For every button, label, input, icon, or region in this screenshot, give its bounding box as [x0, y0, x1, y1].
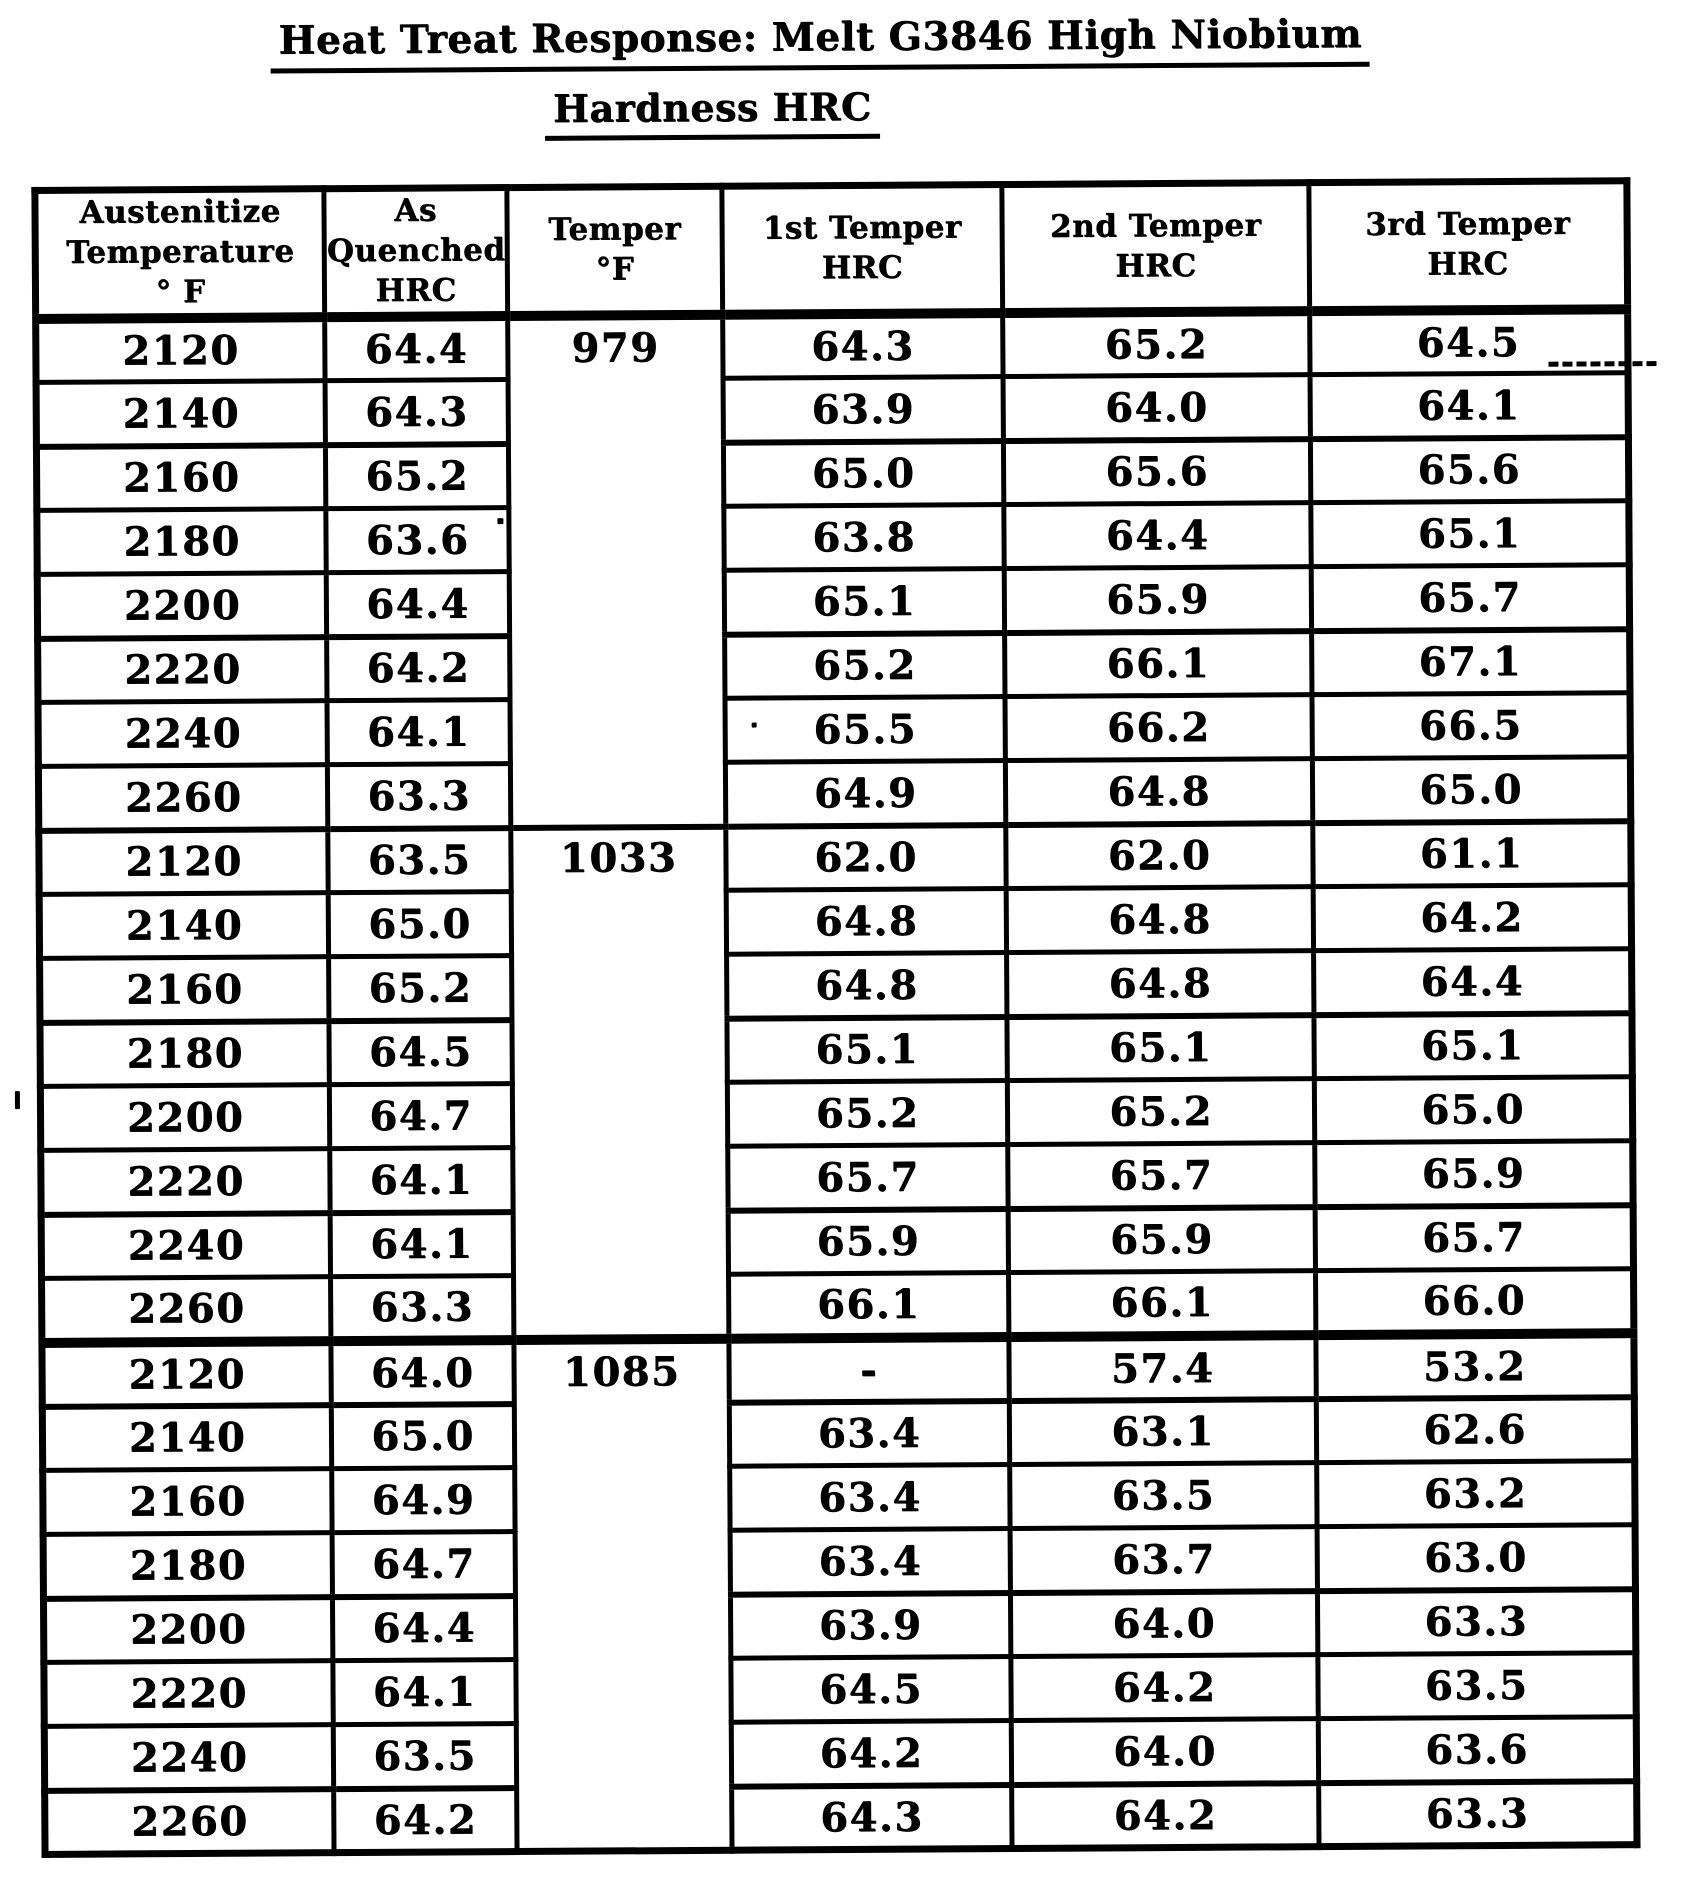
third-temper-hrc-cell: 63.3 [1317, 1589, 1635, 1655]
second-temper-hrc-cell: 64.2 [1011, 1655, 1318, 1721]
first-temper-hrc-cell: 64.8 [726, 889, 1006, 955]
third-temper-hrc-cell: 65.9 [1315, 1141, 1633, 1207]
as-quenched-hrc-cell: 64.1 [330, 1148, 513, 1213]
austenitize-temp-cell: 2240 [38, 701, 327, 767]
as-quenched-hrc-cell: 64.1 [333, 1660, 516, 1725]
second-temper-hrc-cell: 65.2 [1007, 1079, 1314, 1145]
table-row [36, 373, 1628, 447]
first-temper-hrc-cell: 66.1 [729, 1273, 1009, 1339]
austenitize-temp-cell: 2240 [44, 1725, 333, 1791]
column-header-0: Austenitize Temperature ° F [35, 189, 325, 319]
table-row [44, 1717, 1636, 1791]
third-temper-hrc-cell: 63.3 [1319, 1781, 1637, 1847]
third-temper-hrc-cell: 65.0 [1312, 757, 1630, 823]
third-temper-hrc-cell: 63.2 [1317, 1461, 1635, 1527]
first-temper-hrc-cell: 64.5 [731, 1657, 1011, 1723]
austenitize-temp-cell: 2240 [41, 1213, 330, 1279]
austenitize-temp-cell: 2140 [42, 1405, 331, 1471]
second-temper-hrc-cell: 64.0 [1011, 1719, 1318, 1785]
austenitize-temp-cell: 2220 [41, 1149, 330, 1215]
austenitize-temp-cell: 2160 [36, 445, 325, 511]
table-row [42, 1397, 1634, 1471]
austenitize-temp-cell: 2220 [44, 1661, 333, 1727]
as-quenched-hrc-cell: 63.5 [333, 1724, 516, 1789]
table-row [37, 565, 1629, 639]
second-temper-hrc-cell: 65.9 [1008, 1207, 1315, 1273]
second-temper-hrc-cell: 64.2 [1012, 1783, 1319, 1849]
table-row [42, 1333, 1634, 1407]
first-temper-hrc-cell: 64.3 [732, 1785, 1012, 1851]
austenitize-temp-cell: 2180 [40, 1021, 329, 1087]
column-header-4: 2nd Temper HRC [1002, 183, 1310, 313]
third-temper-hrc-cell: 66.0 [1316, 1269, 1634, 1335]
table-row [43, 1461, 1635, 1535]
second-temper-hrc-cell: 64.0 [1003, 375, 1310, 441]
scan-noise-speck [752, 723, 757, 728]
as-quenched-hrc-cell: 64.3 [325, 380, 508, 445]
third-temper-hrc-cell: 64.4 [1314, 949, 1632, 1015]
second-temper-hrc-cell: 65.1 [1007, 1015, 1314, 1081]
table-row [41, 1205, 1633, 1279]
second-temper-hrc-cell: 63.5 [1010, 1463, 1317, 1529]
third-temper-hrc-cell: 63.5 [1318, 1653, 1636, 1719]
austenitize-temp-cell: 2200 [37, 573, 326, 639]
second-temper-hrc-cell: 64.8 [1006, 887, 1313, 953]
table-row [38, 693, 1630, 767]
as-quenched-hrc-cell: 64.4 [332, 1596, 515, 1661]
third-temper-hrc-cell: 65.7 [1311, 565, 1629, 631]
austenitize-temp-cell: 2200 [40, 1085, 329, 1151]
heat-treat-table [31, 177, 1640, 1858]
third-temper-hrc-cell: 62.6 [1316, 1397, 1634, 1463]
austenitize-temp-cell: 2160 [40, 957, 329, 1023]
third-temper-hrc-cell: 61.1 [1313, 821, 1631, 887]
second-temper-hrc-cell: 65.9 [1004, 567, 1311, 633]
second-temper-hrc-cell: 64.0 [1010, 1591, 1317, 1657]
third-temper-hrc-cell: 67.1 [1312, 629, 1630, 695]
as-quenched-hrc-cell: 65.2 [329, 956, 512, 1021]
as-quenched-hrc-cell: 65.0 [328, 892, 511, 957]
second-temper-hrc-cell: 57.4 [1009, 1335, 1316, 1401]
first-temper-hrc-cell: 65.2 [725, 633, 1005, 699]
third-temper-hrc-cell: 65.1 [1311, 501, 1629, 567]
page-subtitle: Hardness HRC [545, 84, 880, 141]
austenitize-temp-cell: 2220 [38, 637, 327, 703]
table-row [42, 1269, 1634, 1343]
temper-f-cell: 979 [508, 314, 726, 827]
table-row [40, 1013, 1632, 1087]
table-row [38, 757, 1630, 831]
first-temper-hrc-cell: 64.9 [725, 761, 1005, 827]
as-quenched-hrc-cell: 64.9 [332, 1468, 515, 1533]
third-temper-hrc-cell: 64.5 [1310, 309, 1628, 375]
second-temper-hrc-cell: 63.1 [1009, 1399, 1316, 1465]
first-temper-hrc-cell: 63.9 [730, 1593, 1010, 1659]
column-header-5: 3rd Temper HRC [1309, 181, 1628, 311]
column-header-2: Temper °F [507, 186, 723, 315]
second-temper-hrc-cell: 66.1 [1009, 1271, 1316, 1337]
third-temper-hrc-cell: 64.2 [1313, 885, 1631, 951]
table-row [44, 1653, 1636, 1727]
scan-dash-artifact [1548, 361, 1656, 367]
austenitize-temp-cell: 2140 [36, 381, 325, 447]
column-header-1: As Quenched HRC [324, 188, 508, 317]
table-header-row [35, 181, 1628, 319]
second-temper-hrc-cell: 62.0 [1006, 823, 1313, 889]
first-temper-hrc-cell: 65.5 [725, 697, 1005, 763]
as-quenched-hrc-cell: 63.3 [331, 1276, 514, 1341]
austenitize-temp-cell: 2140 [39, 893, 328, 959]
as-quenched-hrc-cell: 64.2 [334, 1788, 517, 1853]
third-temper-hrc-cell: 53.2 [1316, 1333, 1634, 1399]
first-temper-hrc-cell: 63.4 [730, 1529, 1010, 1595]
austenitize-temp-cell: 2260 [38, 765, 327, 831]
first-temper-hrc-cell: 63.4 [730, 1465, 1010, 1531]
third-temper-hrc-cell: 65.7 [1315, 1205, 1633, 1271]
as-quenched-hrc-cell: 64.1 [327, 700, 510, 765]
first-temper-hrc-cell: 65.1 [727, 1017, 1007, 1083]
as-quenched-hrc-cell: 63.6 [326, 508, 509, 573]
scan-noise-speck [497, 518, 503, 524]
third-temper-hrc-cell: 64.1 [1310, 373, 1628, 439]
as-quenched-hrc-cell: 64.2 [327, 636, 510, 701]
austenitize-temp-cell: 2180 [43, 1533, 332, 1599]
table-row [43, 1589, 1635, 1663]
second-temper-hrc-cell: 65.7 [1008, 1143, 1315, 1209]
as-quenched-hrc-cell: 64.1 [330, 1212, 513, 1277]
third-temper-hrc-cell: 65.6 [1310, 437, 1628, 503]
first-temper-hrc-cell: 64.8 [727, 953, 1007, 1019]
first-temper-hrc-cell: 63.4 [729, 1401, 1009, 1467]
first-temper-hrc-cell: 65.1 [724, 569, 1004, 635]
table-row [41, 1141, 1633, 1215]
as-quenched-hrc-cell: 65.2 [325, 444, 508, 509]
as-quenched-hrc-cell: 63.5 [328, 828, 511, 893]
second-temper-hrc-cell: 66.1 [1005, 631, 1312, 697]
table-row [43, 1525, 1635, 1599]
austenitize-temp-cell: 2180 [37, 509, 326, 575]
first-temper-hrc-cell: 65.0 [723, 441, 1003, 507]
third-temper-hrc-cell: 63.0 [1317, 1525, 1635, 1591]
second-temper-hrc-cell: 65.2 [1003, 311, 1310, 377]
as-quenched-hrc-cell: 64.7 [332, 1532, 515, 1597]
as-quenched-hrc-cell: 64.4 [325, 316, 508, 381]
austenitize-temp-cell: 2120 [42, 1341, 331, 1407]
table-row [45, 1781, 1637, 1855]
column-header-3: 1st Temper HRC [722, 185, 1003, 315]
table-row [39, 821, 1631, 895]
second-temper-hrc-cell: 65.6 [1003, 439, 1310, 505]
table-row [36, 437, 1628, 511]
first-temper-hrc-cell: 63.9 [723, 377, 1003, 443]
as-quenched-hrc-cell: 63.3 [327, 764, 510, 829]
first-temper-hrc-cell: 64.3 [723, 313, 1003, 379]
first-temper-hrc-cell: 65.7 [728, 1145, 1008, 1211]
as-quenched-hrc-cell: 64.0 [331, 1340, 514, 1405]
temper-f-cell: 1033 [511, 826, 729, 1339]
scan-noise-speck [15, 1091, 20, 1109]
second-temper-hrc-cell: 64.8 [1005, 759, 1312, 825]
austenitize-temp-cell: 2120 [39, 829, 328, 895]
first-temper-hrc-cell: 64.2 [731, 1721, 1011, 1787]
third-temper-hrc-cell: 63.6 [1318, 1717, 1636, 1783]
page-title: Heat Treat Response: Melt G3846 High Niobium [270, 11, 1370, 74]
second-temper-hrc-cell: 64.8 [1007, 951, 1314, 1017]
as-quenched-hrc-cell: 64.4 [326, 572, 509, 637]
first-temper-hrc-cell: - [729, 1337, 1009, 1403]
second-temper-hrc-cell: 66.2 [1005, 695, 1312, 761]
as-quenched-hrc-cell: 65.0 [331, 1404, 514, 1469]
first-temper-hrc-cell: 62.0 [726, 825, 1006, 891]
austenitize-temp-cell: 2260 [42, 1277, 331, 1343]
austenitize-temp-cell: 2160 [43, 1469, 332, 1535]
austenitize-temp-cell: 2200 [43, 1597, 332, 1663]
table-row [40, 1077, 1632, 1151]
first-temper-hrc-cell: 63.8 [724, 505, 1004, 571]
austenitize-temp-cell: 2120 [36, 317, 325, 383]
first-temper-hrc-cell: 65.9 [728, 1209, 1008, 1275]
table-row [37, 501, 1629, 575]
as-quenched-hrc-cell: 64.5 [329, 1020, 512, 1085]
austenitize-temp-cell: 2260 [45, 1789, 334, 1855]
third-temper-hrc-cell: 66.5 [1312, 693, 1630, 759]
as-quenched-hrc-cell: 64.7 [329, 1084, 512, 1149]
temper-f-cell: 1085 [514, 1338, 732, 1851]
second-temper-hrc-cell: 63.7 [1010, 1527, 1317, 1593]
table-row [38, 629, 1630, 703]
second-temper-hrc-cell: 64.4 [1004, 503, 1311, 569]
third-temper-hrc-cell: 65.0 [1314, 1077, 1632, 1143]
table-row [36, 309, 1628, 383]
first-temper-hrc-cell: 65.2 [727, 1081, 1007, 1147]
third-temper-hrc-cell: 65.1 [1314, 1013, 1632, 1079]
table-row [40, 949, 1632, 1023]
table-row [39, 885, 1631, 959]
